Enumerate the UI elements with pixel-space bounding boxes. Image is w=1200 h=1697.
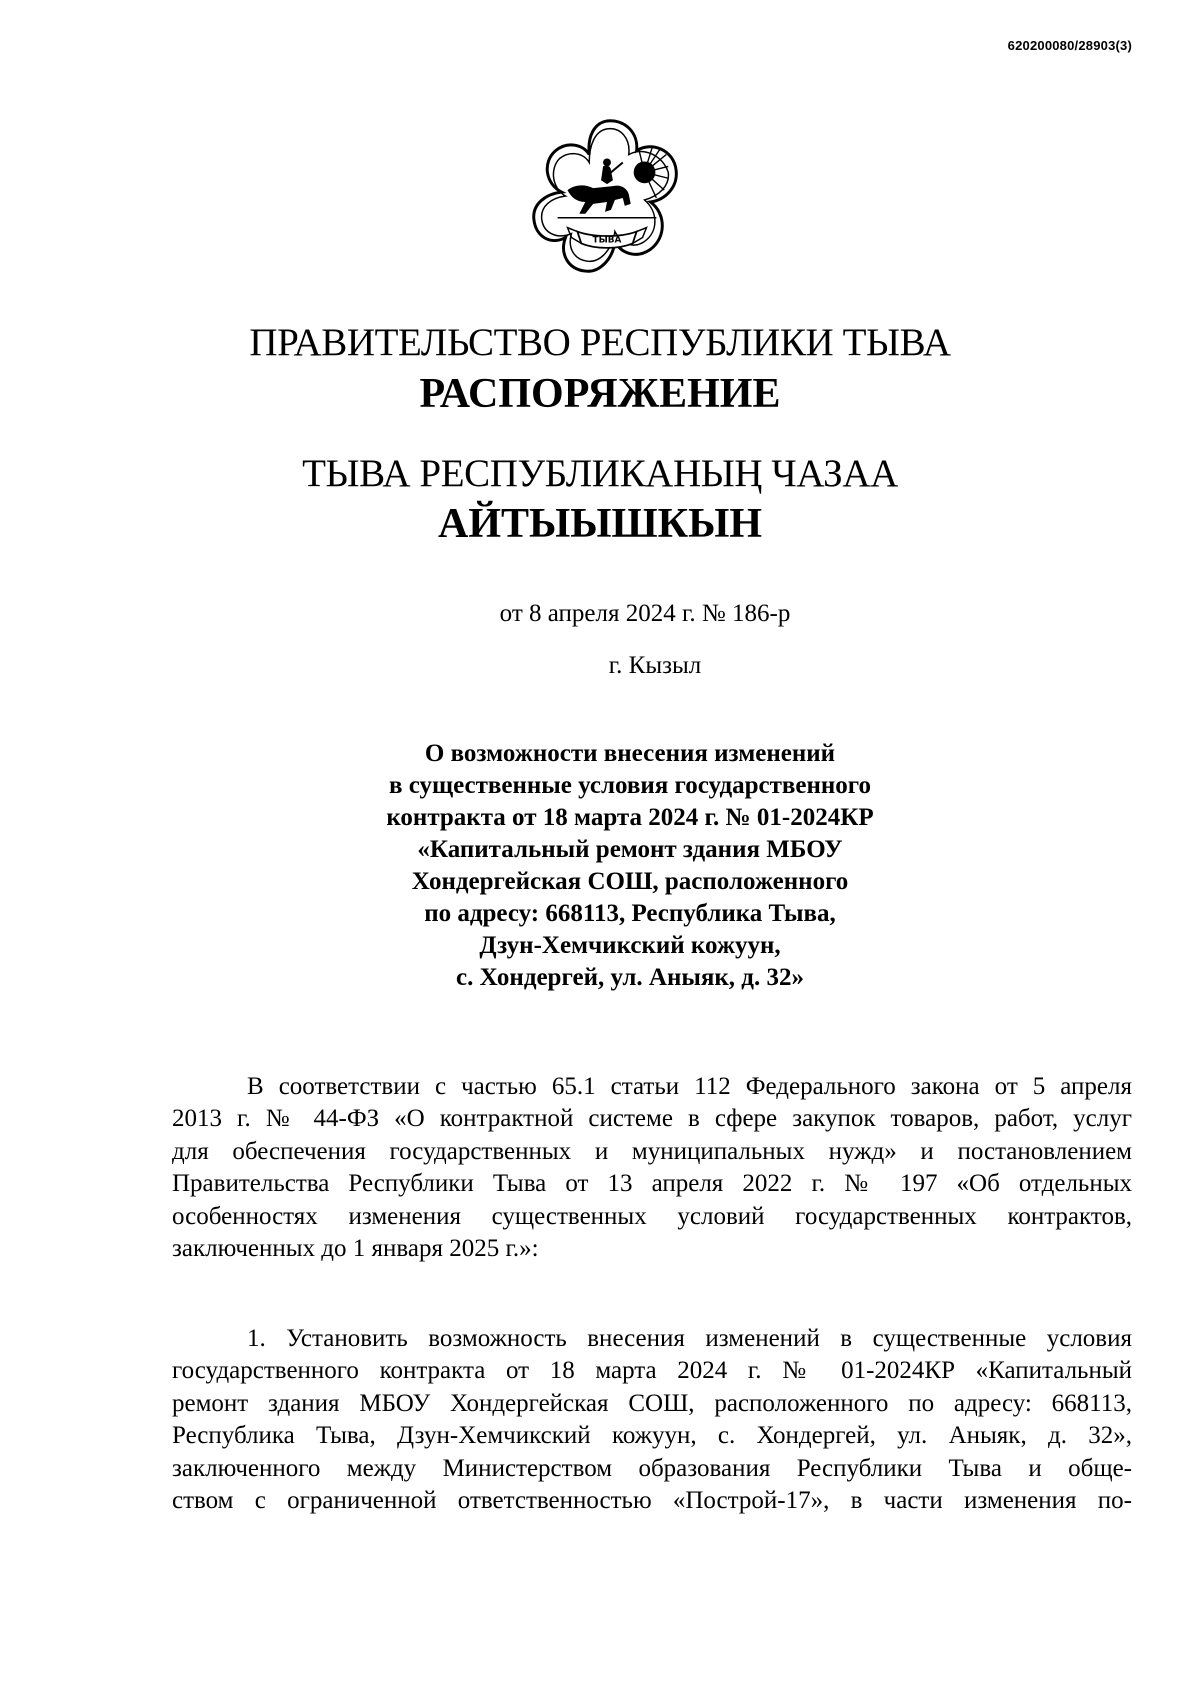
subject-line: Хондергейская СОШ, расположенного [411,868,849,895]
paragraph-line: Правительства Республики Тыва от 13 апреля 2022 г. № 197 «Об отдельных [172,1170,1132,1198]
document-type-ru: РАСПОРЯЖЕНИЕ [419,371,781,417]
document-type-tyv: АЙТЫЫШКЫН [438,501,762,547]
paragraph-line: заключенного между Министерством образования Республики Тыва и обще- [172,1454,1132,1482]
subject-line: с. Хондергей, ул. Аныяк, д. 32» [456,964,804,991]
document-subject [300,738,960,994]
paragraph-line: В соответствии с частью 65.1 статьи 112 Федерального закона от 5 апреля [247,1073,1132,1100]
document-city: г. Кызыл [608,652,702,679]
document-id: 620200080/28903(3) [1007,38,1132,53]
item-1-paragraph [172,1323,1132,1517]
government-name-tyv: ТЫВА РЕСПУБЛИКАНЫҢ ЧАЗАА [302,452,898,495]
subject-line: О возможности внесения изменений [424,740,836,767]
paragraph-line: особенностях изменения существенных условий государственных контрактов, [172,1202,1132,1230]
paragraph-line: Республика Тыва, Дзун-Хемчикский кожуун, с. Хондергей, ул. Аныяк, д. 32», [172,1422,1132,1450]
paragraph-line: заключенных до 1 января 2025 г.»: [172,1235,539,1263]
paragraph-line: 2013 г. № 44-ФЗ «О контрактной системе в сфере закупок товаров, работ, услуг [172,1105,1132,1133]
subject-line: по адресу: 668113, Республика Тыва, [424,900,836,927]
paragraph-line: ством с ограниченной ответственностью «Построй-17», в части изменения по- [172,1487,1132,1515]
tuva-coat-of-arms-emblem [528,115,686,281]
subject-line: контракта от 18 марта 2024 г. № 01-2024КР [386,804,874,831]
paragraph-line: государственного контракта от 18 марта 2024 г. № 01-2024КР «Капитальный [172,1357,1132,1385]
preamble-paragraph [172,1071,1132,1265]
paragraph-line: 1. Установить возможность внесения изменений в существенные условия [247,1325,1132,1352]
emblem-ribbon-text: ТЫВА [592,235,622,246]
document-date-number: от 8 апреля 2024 г. № 186-р [499,600,791,627]
paragraph-line: ремонт здания МБОУ Хондергейская СОШ, расположенного по адресу: 668113, [172,1389,1132,1417]
subject-line: в существенные условия государственного [388,772,872,799]
government-name-ru: ПРАВИТЕЛЬСТВО РЕСПУБЛИКИ ТЫВА [249,321,951,364]
paragraph-line: для обеспечения государственных и муниципальных нужд» и постановлением [172,1137,1132,1165]
subject-line: Дзун-Хемчикский кожуун, [479,932,781,959]
subject-line: «Капитальный ремонт здания МБОУ [417,836,843,863]
